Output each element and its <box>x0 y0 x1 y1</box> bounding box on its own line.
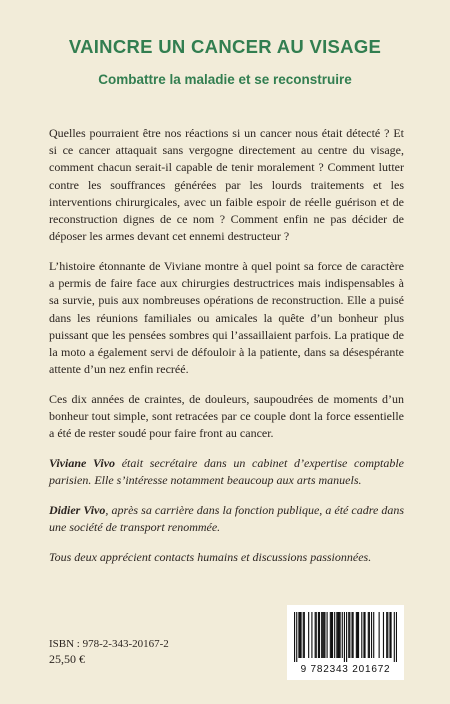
barcode-bar <box>357 612 358 658</box>
barcode-bar <box>304 612 305 658</box>
barcode-bar <box>363 612 364 658</box>
barcode-bar <box>294 612 295 662</box>
synopsis-paragraph-2: L’histoire étonnante de Viviane montre à quel point sa force de caractère a permis de faire face aux chirurgies destructrices mais indispensables à sa survie, puis aux nombreuses opérations de reconstruction. Elle a puisé dans les réunions familiales ou amicales la quête d’un bonheur plus puissant que les pensées sombres qui l’assaillaient parfois. La pratique de la moto a également servi de défouloir à la patiente, dans sa désespérante attente d’un nez enfin recréé. <box>49 258 404 377</box>
barcode-bar <box>303 612 304 658</box>
barcode-bar <box>316 612 317 658</box>
barcode-bar <box>332 612 333 658</box>
barcode-bar <box>318 612 319 658</box>
book-subtitle: Combattre la maladie et se reconstruire <box>98 72 352 87</box>
barcode-bar <box>379 612 380 658</box>
barcode-bar <box>319 612 320 658</box>
barcode-bar <box>386 612 387 658</box>
barcode-bar <box>369 612 370 658</box>
barcode-bar <box>344 612 345 662</box>
barcode-bar <box>389 612 390 658</box>
barcode-bar <box>311 612 312 658</box>
barcode-bar <box>358 612 359 658</box>
barcode-bar <box>390 612 391 658</box>
barcode-bar <box>356 612 357 658</box>
barcode-bar <box>322 612 323 658</box>
closing-line: Tous deux apprécient contacts humains et discussions passionnées. <box>49 549 372 564</box>
book-title: VAINCRE UN CANCER AU VISAGE <box>68 36 382 57</box>
barcode-bar <box>337 612 338 658</box>
synopsis-paragraph-3: Ces dix années de craintes, de douleurs, saupoudrées de moments d’un bonheur tout simple, sont retracées par ce couple dont la force essentielle a été de rester soudé pour faire front au cancer. <box>49 391 404 441</box>
barcode-bar <box>364 612 365 658</box>
author-name-1: Viviane Vivo <box>49 455 116 470</box>
barcode-bar <box>336 612 337 658</box>
barcode-number: 9 782343 201672 <box>300 664 391 675</box>
barcode-bar <box>368 612 369 658</box>
back-cover-text <box>49 125 404 578</box>
barcode-bar <box>327 612 328 658</box>
price-label: 25,50 € <box>49 652 85 666</box>
synopsis-paragraph-1: Quelles pourraient être nos réactions si un cancer nous était détecté ? Et si ce cancer attaquait sans vergogne directement au centre du visage, comment chacun serait-il capable de tenir moralement ? Comment lutter contre les souffrances générées par les lourds traitements et les interventions chirurgicales, avec un faible espoir de réelle guérison et de reconstruction dignes de ce nom ? Comment enfin ne pas décider de déposer les armes devant cet ennemi destructeur ? <box>49 126 404 244</box>
barcode-bar <box>348 612 349 658</box>
barcode-bar <box>349 612 350 658</box>
barcode-bar <box>324 612 325 658</box>
author-bio-2-text: , après sa carrière dans la fonction publique, a été cadre dans une société de transport renommée. <box>49 502 404 535</box>
barcode-bar <box>353 612 354 658</box>
barcode-bar <box>298 612 299 658</box>
author-name-2: Didier Vivo <box>49 502 106 517</box>
barcode-bar <box>296 612 297 662</box>
author-bio-2 <box>49 502 404 536</box>
barcode-bar <box>308 612 309 658</box>
author-bio-1 <box>49 455 404 489</box>
barcode-bar <box>396 612 397 662</box>
barcode-bar <box>361 612 362 658</box>
barcode-bar <box>387 612 388 658</box>
barcode-bar <box>321 612 322 658</box>
barcode-bar <box>340 612 341 658</box>
barcode-bar <box>383 612 384 658</box>
barcode-bar <box>371 612 372 658</box>
barcode-bar <box>338 612 339 658</box>
barcode-bar <box>373 612 374 658</box>
barcode-bar <box>351 612 352 658</box>
barcode-bar <box>315 612 316 658</box>
barcode-bar <box>330 612 331 658</box>
isbn-price-block <box>49 637 169 666</box>
barcode-bar <box>301 612 302 658</box>
barcode-bar <box>342 612 343 658</box>
barcode-bar <box>299 612 300 658</box>
barcode-bar <box>323 612 324 658</box>
isbn-label: ISBN : 978-2-343-20167-2 <box>49 638 169 650</box>
barcode-bar <box>331 612 332 658</box>
barcode-bar <box>334 612 335 658</box>
barcode-bar <box>346 612 347 662</box>
barcode-bar <box>394 612 395 662</box>
barcode <box>287 605 404 680</box>
author-bio-1-text: était secrétaire dans un cabinet d’expertise comptable parisien. Elle s’intéresse notamment beaucoup aux arts manuels. <box>49 455 404 488</box>
barcode-bars <box>294 612 397 662</box>
